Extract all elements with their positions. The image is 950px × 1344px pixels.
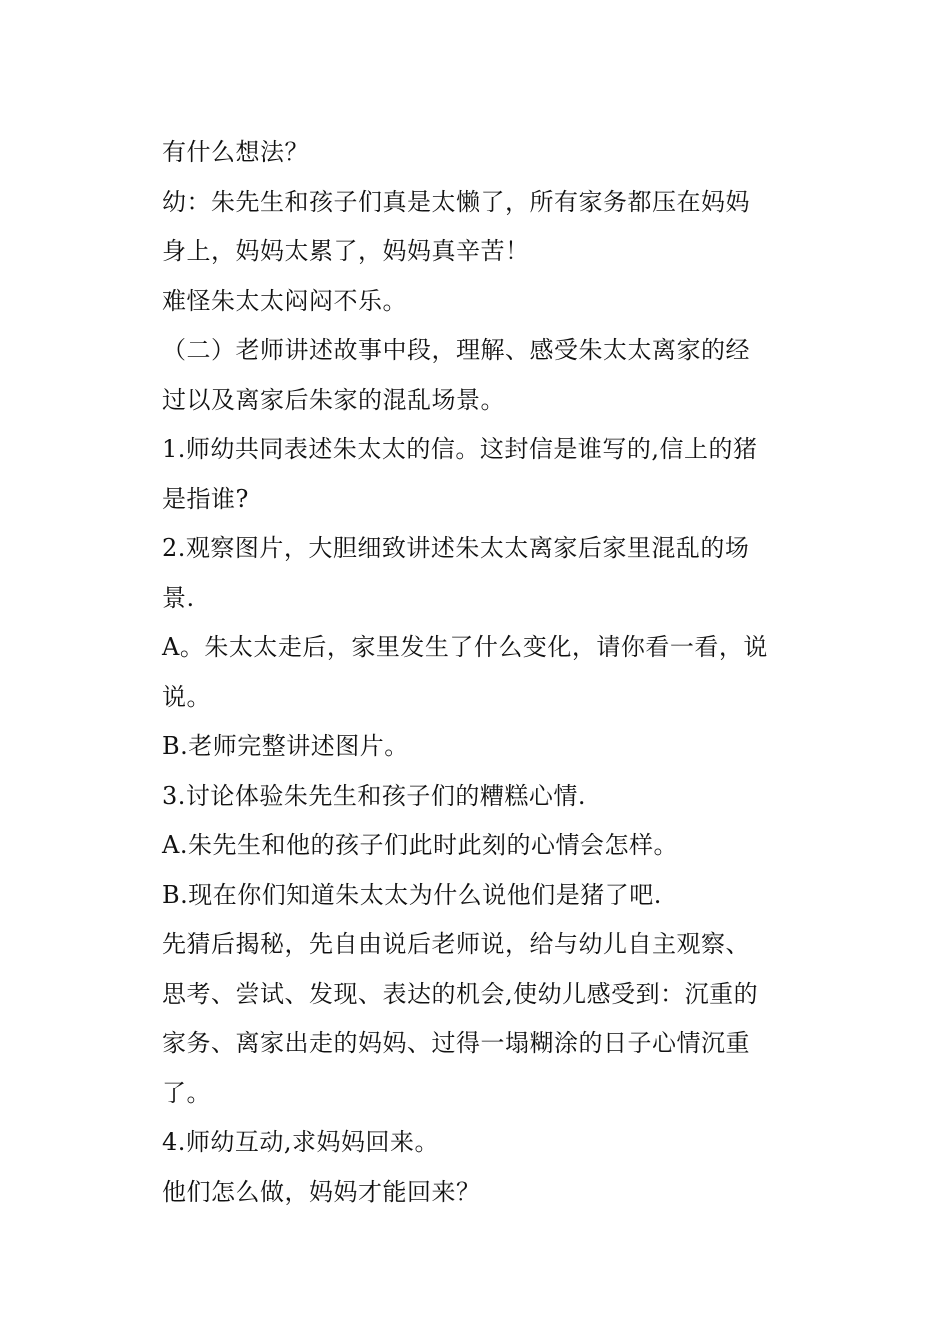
text-line: 他们怎么做，妈妈才能回来？ bbox=[162, 1177, 481, 1206]
text-line: 思考、尝试、发现、表达的机会,使幼儿感受到：沉重的 bbox=[162, 979, 759, 1008]
text-line: 是指谁? bbox=[162, 484, 249, 513]
text-line: B.老师完整讲述图片。 bbox=[162, 732, 409, 760]
text-line: 说。 bbox=[162, 682, 211, 711]
text-line: 4.师幼互动,求妈妈回来。 bbox=[162, 1128, 440, 1156]
text-line: 有什么想法？ bbox=[162, 138, 309, 166]
text-line: 2.观察图片，大胆细致讲述朱太太离家后家里混乱的场 bbox=[162, 534, 750, 562]
text-line: 幼：朱先生和孩子们真是太懒了，所有家务都压在妈妈 bbox=[162, 187, 750, 216]
text-line: （二）老师讲述故事中段，理解、感受朱太太离家的经 bbox=[162, 336, 750, 364]
text-line: 1.师幼共同表述朱太太的信。这封信是谁写的,信上的猪 bbox=[162, 435, 758, 463]
text-line: B.现在你们知道朱太太为什么说他们是猪了吧. bbox=[162, 880, 662, 909]
text-line: 难怪朱太太闷闷不乐。 bbox=[162, 286, 407, 315]
text-line: 了。 bbox=[162, 1078, 211, 1107]
text-line: 景. bbox=[162, 583, 195, 612]
text-line: 3.讨论体验朱先生和孩子们的糟糕心情. bbox=[162, 781, 587, 810]
text-line: 先猜后揭秘，先自由说后老师说，给与幼儿自主观察、 bbox=[162, 930, 750, 958]
document-body bbox=[162, 128, 802, 1217]
text-line: A.朱先生和他的孩子们此时此刻的心情会怎样。 bbox=[162, 831, 678, 859]
text-line: 身上，妈妈太累了，妈妈真辛苦！ bbox=[162, 237, 530, 265]
text-line: 家务、离家出走的妈妈、过得一塌糊涂的日子心情沉重 bbox=[162, 1029, 750, 1057]
text-line: A。朱太太走后，家里发生了什么变化，请你看一看，说 bbox=[162, 633, 768, 661]
text-line: 过以及离家后朱家的混乱场景。 bbox=[162, 385, 505, 414]
